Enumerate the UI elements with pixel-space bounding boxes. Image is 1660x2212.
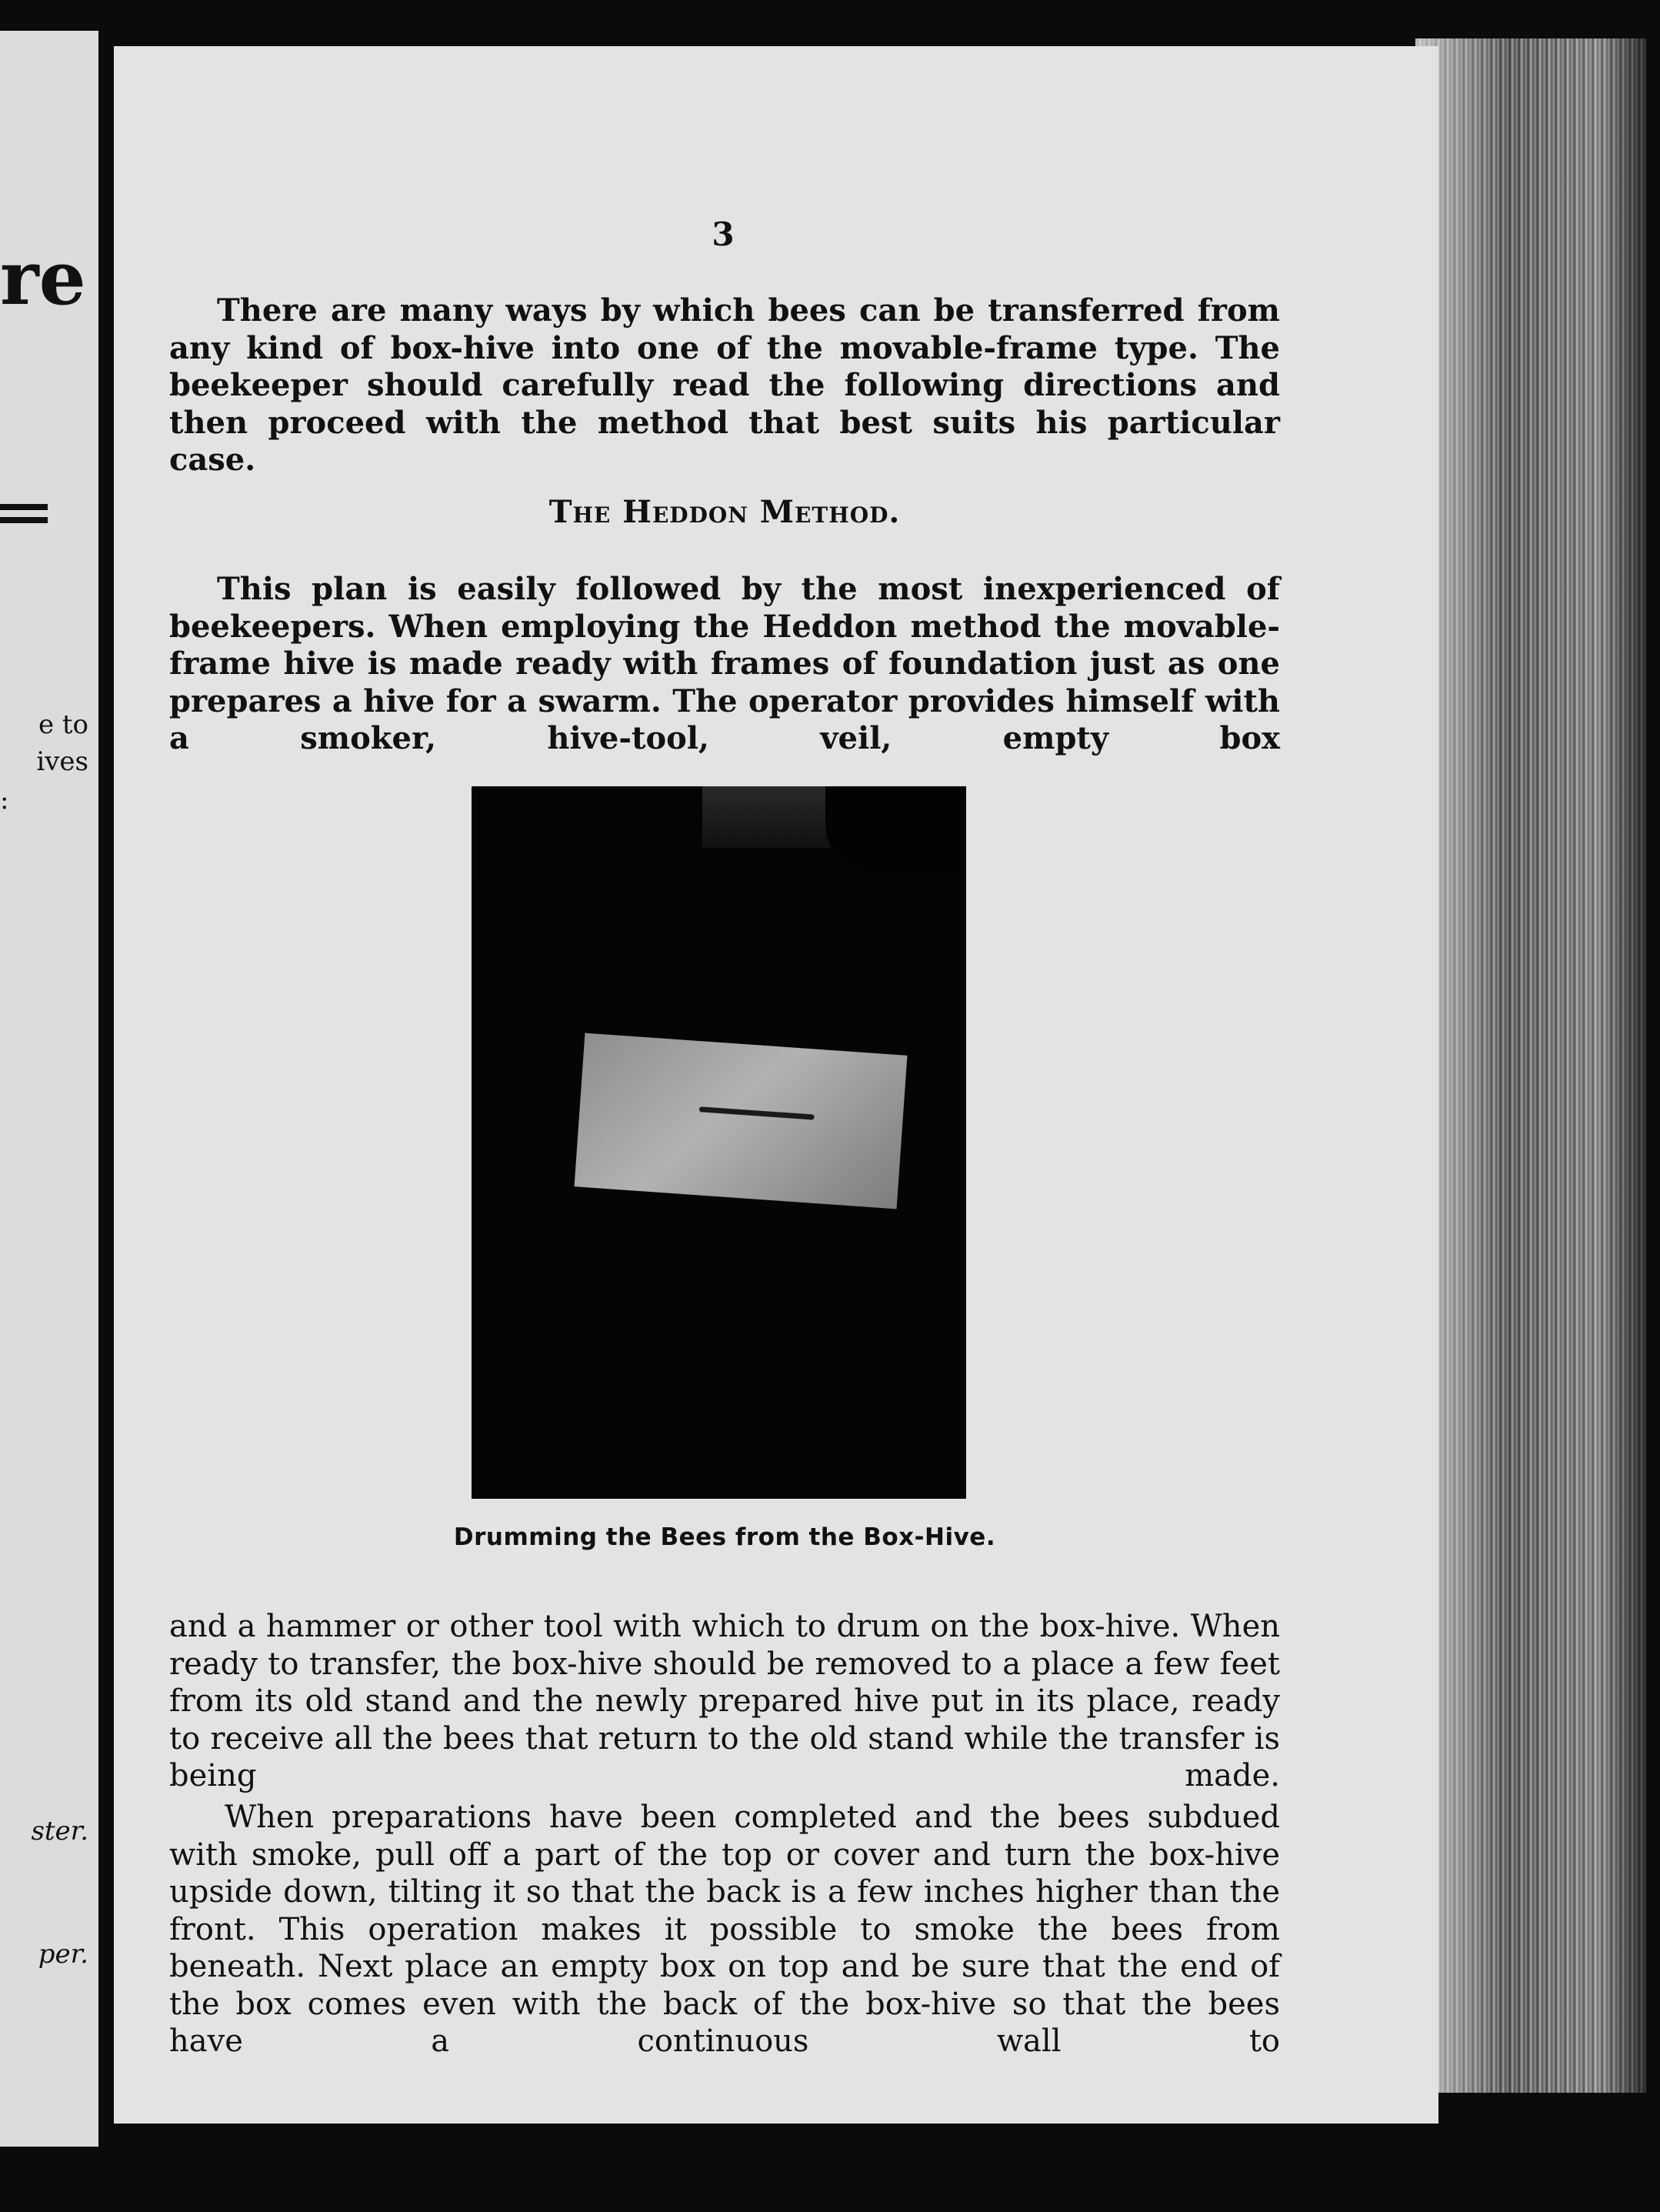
figure-photo — [472, 786, 966, 1499]
left-page-fragment: : — [0, 785, 9, 816]
left-page-fragment: ster. — [31, 1816, 88, 1847]
figure-caption: Drumming the Bees from the Box-Hive. — [453, 1523, 996, 1551]
left-page-fragment: per. — [38, 1939, 88, 1970]
left-facing-page — [0, 31, 98, 2147]
left-page-rule — [0, 517, 48, 523]
left-page-rule — [0, 504, 48, 510]
left-page-fragment-heading: re — [0, 235, 86, 322]
page-edges-shade — [1415, 38, 1646, 2093]
intro-paragraph: There are many ways by which bees can be transferred from any kind of box-hive into one of the movable-frame type. The beekeeper should carefully read the following directions and then proceed with the method that best suits his particular case. — [169, 292, 1280, 478]
section-heading: The Heddon Method. — [548, 494, 901, 530]
photo-shadow — [825, 786, 966, 871]
photo-box-entrance — [699, 1106, 815, 1119]
photo-box-hive — [575, 1033, 908, 1209]
left-page-fragment: ives — [36, 746, 88, 777]
photo-shadow — [472, 786, 702, 879]
left-page-fragment: e to — [38, 709, 88, 740]
heddon-method-paragraph: This plan is easily followed by the most inexperienced of beekeepers. When employing the Heddon method the movable-frame hive is made ready with frames of foundation just as one prepares a hive for a swarm. The operator provides himself with a smoker, hive-tool, veil, empty box — [169, 571, 1280, 756]
continued-paragraph: and a hammer or other tool with which to drum on the box-hive. When ready to transfer, the box-hive should be removed to a place a few feet from its old stand and the newly prepared hive put in its place, ready to receive all the bees that return to the old stand while the transfer is being made. — [169, 1609, 1280, 1793]
page-number: 3 — [712, 215, 735, 253]
preparation-paragraph: When preparations have been completed and the bees subdued with smoke, pull off a part of the top or cover and turn the box-hive upside down, tilting it so that the back is a few inches higher than the front. This operation makes it possible to smoke the bees from beneath. Next place an empty box on top and be sure that the end of the box comes even with the back of the box-hive so that the bees have a continuous wall to — [169, 1800, 1280, 2059]
